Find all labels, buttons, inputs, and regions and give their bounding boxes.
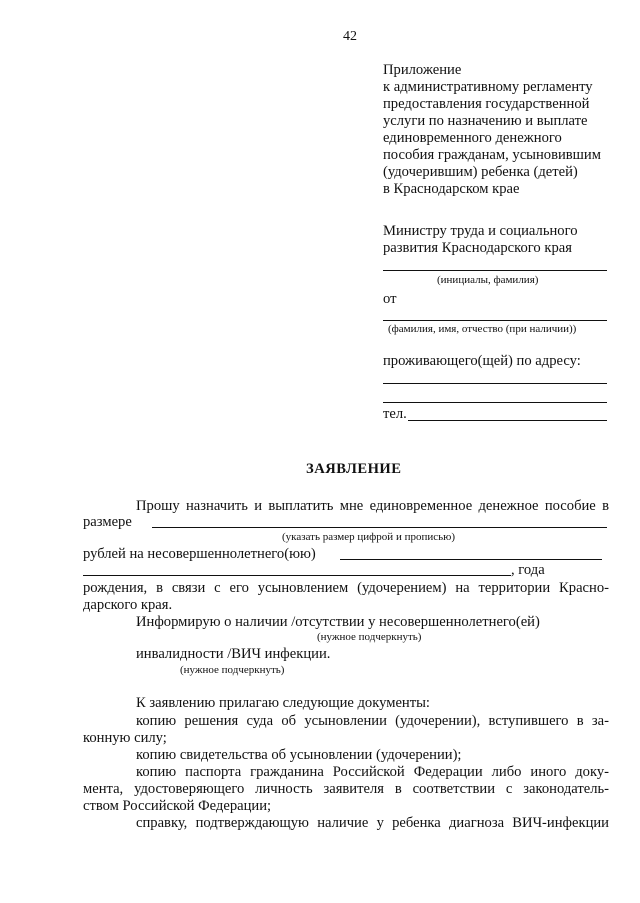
address-label: проживающего(щей) по адресу: [383, 353, 581, 369]
initials-hint: (инициалы, фамилия) [437, 274, 539, 286]
disability-line: инвалидности /ВИЧ инфекции. [136, 646, 331, 662]
appendix-line: (удочерившим) ребенка (детей) [383, 164, 578, 180]
phone-field-line[interactable] [408, 420, 607, 421]
request-line: Прошу назначить и выплатить мне единовременное денежное пособие в [136, 498, 609, 514]
appendix-line: в Краснодарском крае [383, 181, 520, 197]
appendix-line: услуги по назначению и выплате [383, 113, 588, 129]
doc-item-line: копию свидетельства об усыновлении (удочерении); [136, 747, 462, 763]
document-title: ЗАЯВЛЕНИЕ [306, 461, 402, 477]
fio-field-line[interactable] [383, 320, 607, 321]
addressee-line: развития Краснодарского края [383, 240, 572, 256]
doc-item-line: копию решения суда об усыновлении (удочерении), вступившего в за- [136, 713, 609, 729]
attachments-intro: К заявлению прилагаю следующие документы: [136, 695, 430, 711]
underline-hint: (нужное подчеркнуть) [317, 631, 422, 643]
birth-year-field-line[interactable] [83, 575, 511, 576]
size-hint: (указать размер цифрой и прописью) [282, 531, 456, 543]
minor-label: рублей на несовершеннолетнего(юю) [83, 546, 316, 562]
size-label: размере [83, 514, 132, 530]
fio-hint: (фамилия, имя, отчество (при наличии)) [388, 323, 577, 335]
appendix-line: единовременного денежного [383, 130, 562, 146]
year-suffix: , года [511, 562, 545, 578]
phone-label: тел. [383, 406, 407, 422]
address-field-line-1[interactable] [383, 383, 607, 384]
address-field-line-2[interactable] [383, 402, 607, 403]
inform-line: Информирую о наличии /отсутствии у несовершеннолетнего(ей) [136, 614, 540, 630]
doc-item-line: копию паспорта гражданина Российской Федерации либо иного доку- [136, 764, 609, 780]
doc-item-line: ством Российской Федерации; [83, 798, 272, 814]
minor-field-line[interactable] [340, 559, 602, 560]
birth-line: рождения, в связи с его усыновлением (удочерением) на территории Красно- [83, 580, 609, 596]
doc-item-line: мента, удостоверяющего личность заявителя в соответствии с законодатель- [83, 781, 609, 797]
appendix-line: Приложение [383, 62, 462, 78]
addressee-line: Министру труда и социального [383, 223, 578, 239]
birth-line-end: дарского края. [83, 597, 173, 613]
appendix-line: предоставления государственной [383, 96, 590, 112]
size-field-line[interactable] [152, 527, 607, 528]
doc-item-line: справку, подтверждающую наличие у ребенка диагноза ВИЧ-инфекции [136, 815, 609, 831]
from-label: от [383, 291, 397, 307]
underline-hint: (нужное подчеркнуть) [180, 664, 285, 676]
appendix-line: пособия гражданам, усыновившим [383, 147, 601, 163]
page-number: 42 [343, 29, 357, 44]
appendix-line: к административному регламенту [383, 79, 593, 95]
initials-field-line[interactable] [383, 270, 607, 271]
doc-item-line: конную силу; [83, 730, 167, 746]
